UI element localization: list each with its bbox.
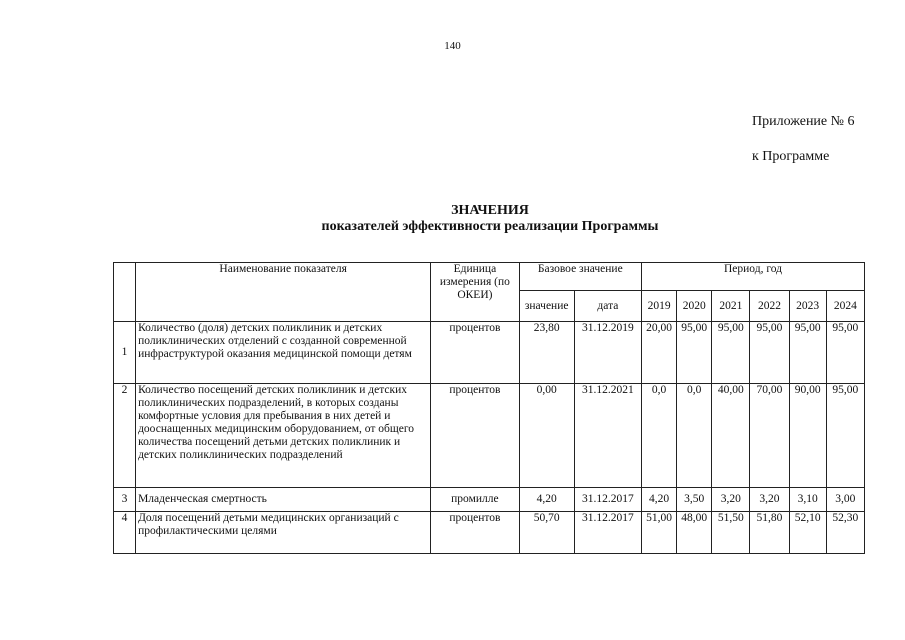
year-value-cell: 70,00 <box>750 384 789 488</box>
year-value-cell: 90,00 <box>789 384 826 488</box>
base-value-cell: 0,00 <box>519 384 574 488</box>
row-number: 1 <box>114 322 136 384</box>
header-indicator-name: Наименование показателя <box>136 263 431 322</box>
indicator-name: Количество посещений детских поликлиник и детских поликлинических подразделений, в которых созданы комфортные условия для пребывания в них детей и дооснащенных медицинским оборудованием, от общего количества посещений детьми детских поликлиник и детских поликлинических подразделений <box>136 384 431 488</box>
header-year: 2020 <box>677 291 712 322</box>
document-subtitle: показателей эффективности реализации Программы <box>321 219 659 234</box>
unit-cell: процентов <box>431 384 519 488</box>
year-value-cell: 0,0 <box>677 384 712 488</box>
base-value-cell: 50,70 <box>519 512 574 554</box>
indicator-name: Доля посещений детьми медицинских организаций с профилактическими целями <box>136 512 431 554</box>
year-value-cell: 48,00 <box>677 512 712 554</box>
appendix-target: к Программе <box>752 149 830 164</box>
year-value-cell: 95,00 <box>677 322 712 384</box>
base-value-cell: 4,20 <box>519 488 574 512</box>
appendix-label: Приложение № 6 <box>752 114 855 129</box>
header-year: 2021 <box>712 291 750 322</box>
year-value-cell: 0,0 <box>642 384 677 488</box>
year-value-cell: 3,20 <box>750 488 789 512</box>
indicator-name: Младенческая смертность <box>136 488 431 512</box>
header-year: 2022 <box>750 291 789 322</box>
unit-cell: процентов <box>431 322 519 384</box>
year-value-cell: 95,00 <box>826 384 864 488</box>
header-year: 2024 <box>826 291 864 322</box>
base-value-cell: 23,80 <box>519 322 574 384</box>
page-number: 140 <box>444 40 461 52</box>
header-number <box>114 263 136 322</box>
year-value-cell: 51,50 <box>712 512 750 554</box>
year-value-cell: 3,20 <box>712 488 750 512</box>
unit-cell: процентов <box>431 512 519 554</box>
base-date-cell: 31.12.2017 <box>574 488 641 512</box>
year-value-cell: 3,00 <box>826 488 864 512</box>
header-year: 2019 <box>642 291 677 322</box>
header-period: Период, год <box>642 263 865 291</box>
row-number: 4 <box>114 512 136 554</box>
year-value-cell: 51,00 <box>642 512 677 554</box>
header-base-value-value: значение <box>519 291 574 322</box>
unit-cell: промилле <box>431 488 519 512</box>
year-value-cell: 51,80 <box>750 512 789 554</box>
base-date-cell: 31.12.2021 <box>574 384 641 488</box>
year-value-cell: 3,50 <box>677 488 712 512</box>
header-year: 2023 <box>789 291 826 322</box>
year-value-cell: 52,30 <box>826 512 864 554</box>
year-value-cell: 20,00 <box>642 322 677 384</box>
base-date-cell: 31.12.2017 <box>574 512 641 554</box>
year-value-cell: 52,10 <box>789 512 826 554</box>
year-value-cell: 95,00 <box>826 322 864 384</box>
header-unit: Единица измерения (по ОКЕИ) <box>431 263 519 322</box>
year-value-cell: 95,00 <box>712 322 750 384</box>
table-header-row <box>114 263 865 291</box>
year-value-cell: 40,00 <box>712 384 750 488</box>
table-row <box>114 488 865 512</box>
table-row <box>114 322 865 384</box>
year-value-cell: 95,00 <box>750 322 789 384</box>
header-base-value: Базовое значение <box>519 263 641 291</box>
year-value-cell: 95,00 <box>789 322 826 384</box>
table-row <box>114 512 865 554</box>
header-base-value-date: дата <box>574 291 641 322</box>
row-number: 3 <box>114 488 136 512</box>
row-number: 2 <box>114 384 136 488</box>
document-title: ЗНАЧЕНИЯ <box>451 203 529 218</box>
year-value-cell: 4,20 <box>642 488 677 512</box>
table-row <box>114 384 865 488</box>
base-date-cell: 31.12.2019 <box>574 322 641 384</box>
indicators-table <box>113 262 865 554</box>
year-value-cell: 3,10 <box>789 488 826 512</box>
indicator-name: Количество (доля) детских поликлиник и детских поликлинических отделений с созданной современной инфраструктурой оказания медицинской помощи детям <box>136 322 431 384</box>
